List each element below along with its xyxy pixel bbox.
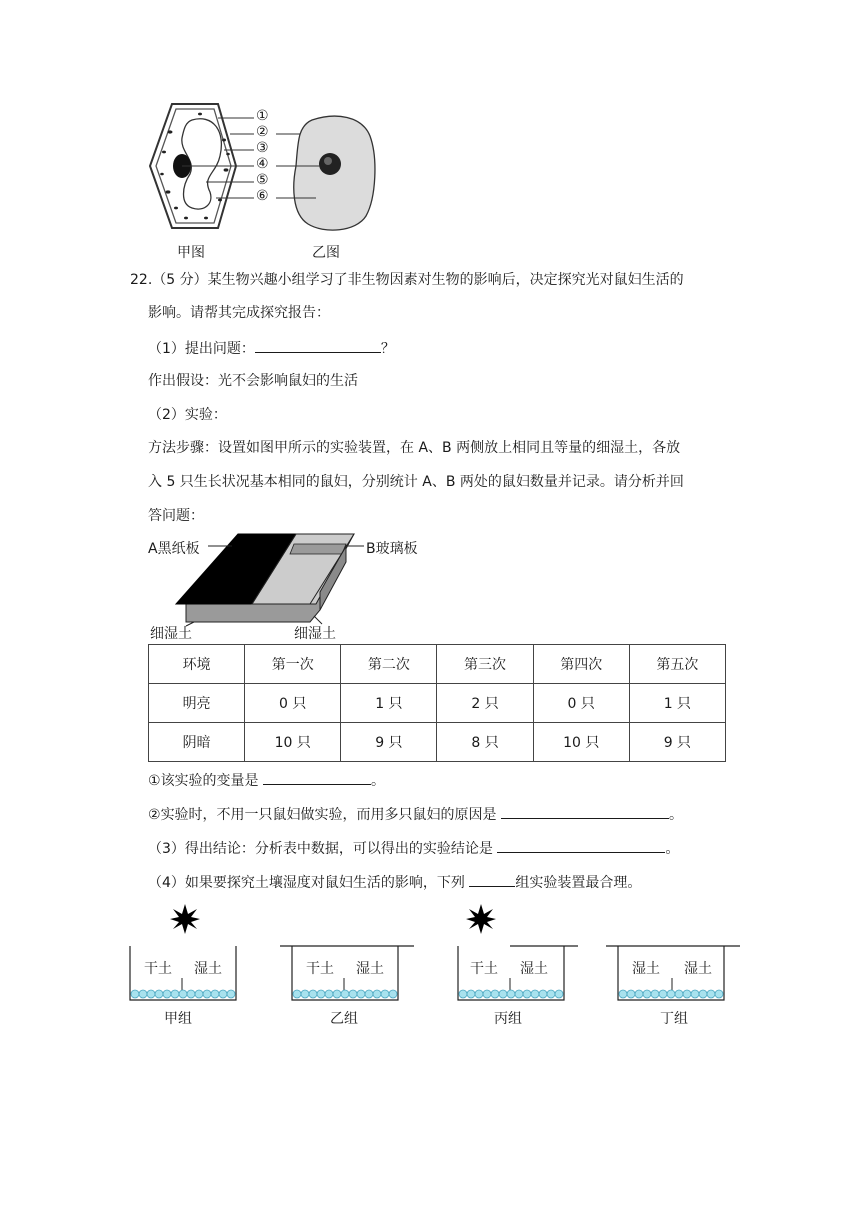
subquestion-1-marker: ① — [148, 773, 161, 789]
table-cell: 10 只 — [533, 723, 629, 762]
setup-left-label: 干土 — [470, 961, 498, 977]
setup-right-label: 湿土 — [684, 961, 712, 977]
table-cell: 1 只 — [629, 684, 725, 723]
setup-left-label: 干土 — [144, 961, 172, 977]
subquestion-2-marker: ② — [148, 807, 161, 823]
table-header-row — [149, 645, 726, 684]
subquestion-1-end: 。 — [371, 773, 386, 789]
s1-answer-blank[interactable] — [263, 770, 371, 785]
caption-plant-cell: 甲图 — [177, 245, 205, 261]
setup-right-label: 湿土 — [520, 961, 548, 977]
label-soil-left: 细湿土 — [150, 626, 192, 642]
table-header: 第二次 — [341, 645, 437, 684]
bead-row — [293, 990, 397, 998]
subquestion-2-text: 实验时，不用一只鼠妇做实验，而用多只鼠妇的原因是 — [160, 807, 497, 823]
q1-line — [148, 338, 395, 359]
container-jia — [124, 942, 244, 1006]
setup-name: 甲组 — [164, 1011, 192, 1027]
sun-icon — [170, 904, 200, 934]
question-3 — [148, 838, 679, 859]
setup-left-label: 湿土 — [632, 961, 660, 977]
question-header-line1: 22.（5 分）某生物兴趣小组学习了非生物因素对生物的影响后，决定探究光对鼠妇生活的 — [130, 272, 684, 288]
cell-label-6: ⑥ — [256, 188, 269, 204]
sun-icon — [466, 904, 496, 934]
label-black-cardboard: A黑纸板 — [148, 541, 200, 557]
table-header: 第四次 — [533, 645, 629, 684]
question-4-end: 组实验装置最合理。 — [515, 875, 642, 891]
setup-name: 乙组 — [330, 1011, 358, 1027]
method-line1: 方法步骤：设置如图甲所示的实验装置，在 A、B 两侧放上相同且等量的细湿土，各放 — [148, 440, 681, 456]
label-soil-right: 细湿土 — [294, 626, 336, 642]
setup-right-label: 湿土 — [356, 961, 384, 977]
plant-cell — [150, 104, 254, 228]
setup-left-label: 干土 — [306, 961, 334, 977]
q1-prefix: （1）提出问题： — [148, 341, 255, 357]
results-table — [148, 644, 726, 762]
setup-bing — [450, 900, 590, 1030]
table-cell: 0 只 — [533, 684, 629, 723]
setup-jia — [124, 900, 244, 1030]
q4-answer-blank[interactable] — [469, 872, 515, 887]
hypothesis: 作出假设：光不会影响鼠妇的生活 — [148, 373, 358, 389]
label-glass-plate: B玻璃板 — [366, 541, 418, 557]
s2-answer-blank[interactable] — [501, 804, 669, 819]
animal-cell — [276, 116, 375, 230]
table-cell: 明亮 — [149, 684, 245, 723]
question-3-text: （3）得出结论：分析表中数据，可以得出的实验结论是 — [148, 841, 493, 857]
question-4-text: （4）如果要探究土壤湿度对鼠妇生活的影响，下列 — [148, 875, 465, 891]
question-4 — [148, 872, 641, 893]
table-header: 第五次 — [629, 645, 725, 684]
q1-answer-blank[interactable] — [255, 338, 381, 353]
table-cell: 9 只 — [341, 723, 437, 762]
bead-row — [131, 990, 235, 998]
subquestion-2 — [148, 804, 683, 825]
table-cell: 8 只 — [437, 723, 533, 762]
setup-name: 丁组 — [660, 1011, 688, 1027]
caption-animal-cell: 乙图 — [312, 245, 340, 261]
cell-label-1: ① — [256, 108, 269, 124]
cell-diagram — [140, 100, 400, 240]
subquestion-1 — [148, 770, 385, 791]
container-ding — [606, 942, 746, 1006]
table-header: 环境 — [149, 645, 245, 684]
setup-right-label: 湿土 — [194, 961, 222, 977]
method-line3: 答问题： — [148, 508, 204, 524]
cell-label-4: ④ — [256, 156, 269, 172]
table-cell: 0 只 — [245, 684, 341, 723]
question-3-end: 。 — [665, 841, 680, 857]
table-header: 第三次 — [437, 645, 533, 684]
table-cell: 10 只 — [245, 723, 341, 762]
table-row — [149, 723, 726, 762]
q1-suffix: ？ — [380, 341, 395, 357]
table-cell: 1 只 — [341, 684, 437, 723]
container-yi — [280, 942, 420, 1006]
bead-row — [619, 990, 723, 998]
setup-yi — [280, 900, 420, 1030]
table-row — [149, 684, 726, 723]
table-cell: 阴暗 — [149, 723, 245, 762]
subquestion-2-end: 。 — [669, 807, 684, 823]
subquestion-1-text: 该实验的变量是 — [160, 773, 259, 789]
cell-label-3: ③ — [256, 140, 269, 156]
q2-title: （2）实验： — [148, 407, 227, 423]
question-header-line2: 影响。请帮其完成探究报告： — [148, 305, 330, 321]
setup-ding — [606, 900, 746, 1030]
table-header: 第一次 — [245, 645, 341, 684]
table-cell: 2 只 — [437, 684, 533, 723]
q3-answer-blank[interactable] — [497, 838, 665, 853]
table-cell: 9 只 — [629, 723, 725, 762]
cell-label-5: ⑤ — [256, 172, 269, 188]
setup-name: 丙组 — [494, 1011, 522, 1027]
cell-label-2: ② — [256, 124, 269, 140]
bead-row — [459, 990, 563, 998]
method-line2: 入 5 只生长状况基本相同的鼠妇，分别统计 A、B 两处的鼠妇数量并记录。请分析并回 — [148, 474, 684, 490]
